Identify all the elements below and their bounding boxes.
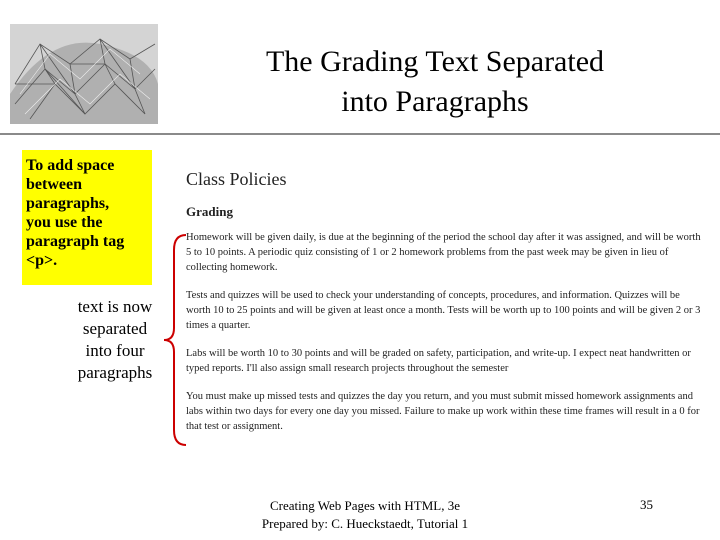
note-line: paragraphs, — [26, 195, 110, 212]
callout-line: paragraphs — [77, 363, 153, 382]
web-page-screenshot — [186, 168, 706, 447]
screenshot-paragraph: Tests and quizzes will be used to check your understanding of concepts, procedures, and information. Quizzes will be worth 10 to 25 points and will be given at least once a month. Tests will be worth up to 100 points and will be given 2 or 3 times a quarter. — [186, 290, 701, 331]
page-number: 35 — [640, 497, 653, 512]
note-line: To add space — [26, 157, 115, 174]
footer — [245, 497, 485, 533]
slide-title-line1: The Grading Text Separated — [265, 45, 605, 78]
note-line: paragraph tag — [26, 233, 125, 250]
note-line: you use the — [26, 214, 103, 231]
callout-line: separated — [82, 319, 148, 338]
footer-line1: Creating Web Pages with HTML, 3e — [269, 498, 461, 513]
footer-line2: Prepared by: C. Hueckstaedt, Tutorial 1 — [261, 516, 469, 531]
screenshot-paragraph: Homework will be given daily, is due at the beginning of the period the school day after it was assigned, and will be worth 5 to 10 points. A periodic quiz consisting of 1 or 2 homework problems from the past week may be given in lieu of collecting homework. — [186, 232, 701, 273]
screenshot-paragraph: You must make up missed tests and quizzes the day you return, and you must submit missed homework assignments and labs within two days for every one day you missed. Failure to make up work within these time frames will result in a 0 for that test or assignment. — [186, 391, 700, 432]
callout-text — [60, 296, 170, 384]
note-line: <p>. — [26, 252, 58, 269]
header-divider — [0, 133, 720, 135]
slide-title-line2: into Paragraphs — [341, 85, 529, 118]
callout-line: into four — [85, 341, 145, 360]
callout-line: text is now — [77, 297, 153, 316]
slide-title — [200, 42, 670, 122]
logo-image — [10, 24, 158, 124]
note-line: between — [26, 176, 82, 193]
yellow-note — [22, 150, 152, 285]
screenshot-subheading: Grading — [186, 204, 233, 219]
screenshot-paragraph: Labs will be worth 10 to 30 points and will be graded on safety, participation, and write-up. I expect neat handwritten or typed reports. I'll also assign small research projects throughout the semester — [186, 348, 691, 374]
screenshot-heading: Class Policies — [186, 169, 287, 189]
